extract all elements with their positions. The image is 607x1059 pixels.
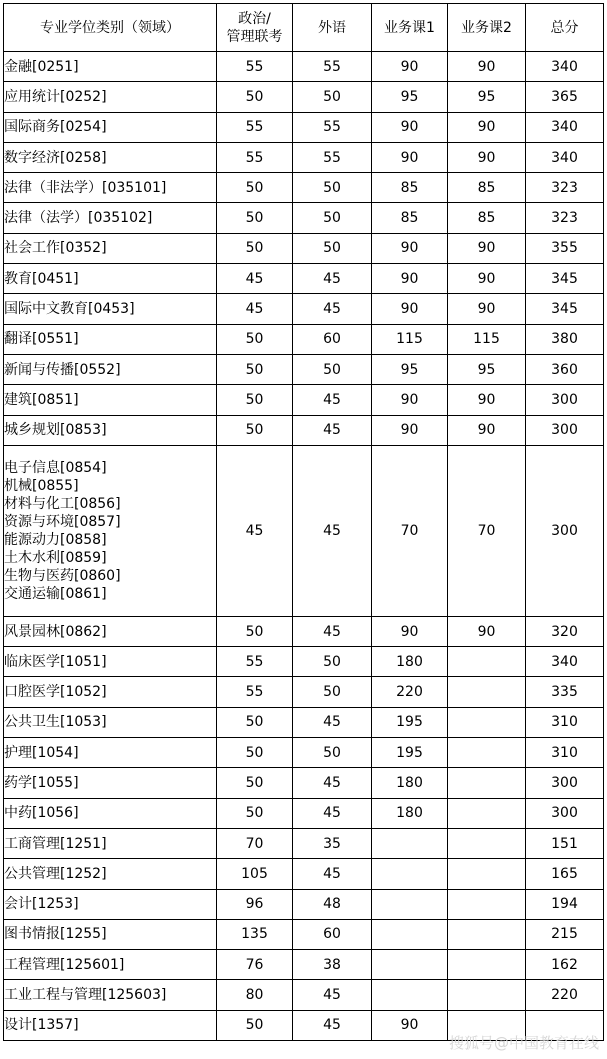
foreign-language-score-cell: 45: [293, 294, 372, 324]
category-cell: [4, 647, 217, 677]
foreign-language-score-cell: 45: [293, 798, 372, 828]
table-header-row: [4, 4, 604, 52]
course-1-score-cell: [372, 980, 448, 1010]
category-name: 城乡规划[0853]: [4, 422, 107, 439]
total-score-cell: 310: [526, 707, 604, 737]
total-score-cell: 365: [526, 82, 604, 112]
category-name: 资源与环境[0857]: [4, 513, 121, 530]
category-cell: [4, 859, 217, 889]
category-cell: [4, 142, 217, 172]
header-politics: [217, 4, 293, 52]
category-name: 机械[0855]: [4, 477, 79, 494]
total-score-cell: 300: [526, 415, 604, 445]
category-name: 数字经济[0258]: [4, 149, 107, 166]
foreign-language-score-cell: 45: [293, 264, 372, 294]
course-2-score-cell: 90: [448, 264, 526, 294]
foreign-language-score-cell: 45: [293, 415, 372, 445]
politics-score-cell: 70: [217, 828, 293, 858]
course-2-score-cell: 95: [448, 354, 526, 384]
category-name: 应用统计[0252]: [4, 88, 107, 105]
course-1-score-cell: [372, 950, 448, 980]
course-2-score-cell: 90: [448, 385, 526, 415]
total-score-cell: 340: [526, 112, 604, 142]
foreign-language-score-cell: 45: [293, 445, 372, 616]
total-score-cell: 162: [526, 950, 604, 980]
category-name: 设计[1357]: [4, 1017, 79, 1034]
foreign-language-score-cell: 45: [293, 768, 372, 798]
politics-score-cell: 50: [217, 707, 293, 737]
course-1-score-cell: 195: [372, 738, 448, 768]
category-name: 工业工程与管理[125603]: [4, 987, 167, 1004]
category-cell: [4, 768, 217, 798]
category-name: 生物与医药[0860]: [4, 567, 121, 584]
course-2-score-cell: 90: [448, 616, 526, 646]
category-name: 交通运输[0861]: [4, 585, 107, 602]
header-course-1: 业务课1: [372, 4, 448, 52]
table-row: [4, 173, 604, 203]
category-cell: [4, 889, 217, 919]
foreign-language-score-cell: 45: [293, 616, 372, 646]
table-row: [4, 52, 604, 82]
foreign-language-score-cell: 48: [293, 889, 372, 919]
course-1-score-cell: 85: [372, 203, 448, 233]
course-2-score-cell: [448, 647, 526, 677]
foreign-language-score-cell: 50: [293, 677, 372, 707]
category-name: 会计[1253]: [4, 896, 79, 913]
total-score-cell: 194: [526, 889, 604, 919]
total-score-cell: 310: [526, 738, 604, 768]
category-name: 翻译[0551]: [4, 331, 79, 348]
politics-score-cell: 50: [217, 738, 293, 768]
foreign-language-score-cell: 60: [293, 324, 372, 354]
course-2-score-cell: 90: [448, 294, 526, 324]
category-name: 教育[0451]: [4, 270, 79, 287]
course-2-score-cell: [448, 768, 526, 798]
category-name: 风景园林[0862]: [4, 623, 107, 640]
course-2-score-cell: [448, 798, 526, 828]
header-politics-line1: 政治/: [238, 10, 271, 27]
table-row: [4, 142, 604, 172]
course-1-score-cell: 95: [372, 82, 448, 112]
category-name: 工程管理[125601]: [4, 956, 125, 973]
foreign-language-score-cell: 50: [293, 173, 372, 203]
course-1-score-cell: [372, 859, 448, 889]
politics-score-cell: 76: [217, 950, 293, 980]
politics-score-cell: 55: [217, 647, 293, 677]
course-1-score-cell: 115: [372, 324, 448, 354]
table-row: [4, 112, 604, 142]
table-row: [4, 980, 604, 1010]
category-name: 材料与化工[0856]: [4, 495, 121, 512]
course-2-score-cell: [448, 919, 526, 949]
category-cell: [4, 324, 217, 354]
table-row: [4, 889, 604, 919]
course-1-score-cell: 90: [372, 294, 448, 324]
category-name: 法律（法学）[035102]: [4, 210, 153, 227]
course-2-score-cell: [448, 707, 526, 737]
total-score-cell: 335: [526, 677, 604, 707]
header-course-2: 业务课2: [448, 4, 526, 52]
course-1-score-cell: 90: [372, 264, 448, 294]
politics-score-cell: 96: [217, 889, 293, 919]
politics-score-cell: 50: [217, 82, 293, 112]
politics-score-cell: 50: [217, 798, 293, 828]
course-1-score-cell: 180: [372, 647, 448, 677]
politics-score-cell: 50: [217, 203, 293, 233]
politics-score-cell: 50: [217, 385, 293, 415]
category-cell: [4, 203, 217, 233]
course-1-score-cell: 220: [372, 677, 448, 707]
course-1-score-cell: [372, 919, 448, 949]
foreign-language-score-cell: 50: [293, 82, 372, 112]
category-cell: [4, 233, 217, 263]
header-total: 总分: [526, 4, 604, 52]
table-row: [4, 768, 604, 798]
table-row: [4, 828, 604, 858]
category-cell: [4, 52, 217, 82]
header-foreign-language: 外语: [293, 4, 372, 52]
category-name: 能源动力[0858]: [4, 531, 107, 548]
table-row: [4, 415, 604, 445]
table-row: [4, 264, 604, 294]
category-cell: [4, 173, 217, 203]
course-2-score-cell: [448, 950, 526, 980]
total-score-cell: 345: [526, 264, 604, 294]
total-score-cell: 300: [526, 445, 604, 616]
category-name: 图书情报[1255]: [4, 926, 107, 943]
foreign-language-score-cell: 60: [293, 919, 372, 949]
total-score-cell: 340: [526, 52, 604, 82]
course-2-score-cell: 90: [448, 112, 526, 142]
table-row: [4, 616, 604, 646]
category-name: 中药[1056]: [4, 805, 79, 822]
header-politics-line2: 管理联考: [226, 28, 283, 45]
category-cell: [4, 707, 217, 737]
foreign-language-score-cell: 45: [293, 707, 372, 737]
politics-score-cell: 50: [217, 1010, 293, 1040]
category-name: 工商管理[1251]: [4, 835, 107, 852]
table-row: [4, 738, 604, 768]
politics-score-cell: 50: [217, 616, 293, 646]
total-score-cell: 220: [526, 980, 604, 1010]
table-row: [4, 950, 604, 980]
category-cell: [4, 82, 217, 112]
total-score-cell: 300: [526, 768, 604, 798]
category-cell: [4, 415, 217, 445]
score-line-table: [3, 3, 604, 1041]
foreign-language-score-cell: 50: [293, 233, 372, 263]
category-cell: [4, 798, 217, 828]
category-name: 社会工作[0352]: [4, 240, 107, 257]
foreign-language-score-cell: 50: [293, 647, 372, 677]
total-score-cell: 345: [526, 294, 604, 324]
total-score-cell: 151: [526, 828, 604, 858]
total-score-cell: 340: [526, 647, 604, 677]
total-score-cell: 300: [526, 385, 604, 415]
politics-score-cell: 50: [217, 233, 293, 263]
table-row: [4, 203, 604, 233]
politics-score-cell: 50: [217, 768, 293, 798]
politics-score-cell: 50: [217, 173, 293, 203]
course-1-score-cell: 90: [372, 233, 448, 263]
category-name: 国际商务[0254]: [4, 119, 107, 136]
category-name: 口腔医学[1052]: [4, 684, 107, 701]
course-1-score-cell: 180: [372, 798, 448, 828]
table-row: [4, 445, 604, 616]
category-cell: [4, 385, 217, 415]
politics-score-cell: 50: [217, 415, 293, 445]
total-score-cell: 300: [526, 798, 604, 828]
table-row: [4, 324, 604, 354]
course-1-score-cell: 95: [372, 354, 448, 384]
total-score-cell: 323: [526, 203, 604, 233]
category-cell: [4, 616, 217, 646]
category-cell: [4, 1010, 217, 1040]
course-1-score-cell: 70: [372, 445, 448, 616]
politics-score-cell: 55: [217, 52, 293, 82]
foreign-language-score-cell: 45: [293, 980, 372, 1010]
course-1-score-cell: 90: [372, 616, 448, 646]
category-cell: [4, 980, 217, 1010]
course-1-score-cell: 90: [372, 52, 448, 82]
category-name: 护理[1054]: [4, 744, 79, 761]
course-1-score-cell: 85: [372, 173, 448, 203]
category-name: 临床医学[1051]: [4, 653, 107, 670]
course-2-score-cell: [448, 980, 526, 1010]
course-2-score-cell: 90: [448, 415, 526, 445]
category-name: 药学[1055]: [4, 774, 79, 791]
politics-score-cell: 45: [217, 294, 293, 324]
total-score-cell: 215: [526, 919, 604, 949]
foreign-language-score-cell: 50: [293, 203, 372, 233]
foreign-language-score-cell: 45: [293, 859, 372, 889]
foreign-language-score-cell: 50: [293, 738, 372, 768]
politics-score-cell: 135: [217, 919, 293, 949]
politics-score-cell: 45: [217, 445, 293, 616]
politics-score-cell: 50: [217, 354, 293, 384]
total-score-cell: 165: [526, 859, 604, 889]
header-category: 专业学位类别（领域）: [4, 4, 217, 52]
category-cell: [4, 112, 217, 142]
course-2-score-cell: 90: [448, 142, 526, 172]
politics-score-cell: 55: [217, 142, 293, 172]
category-cell: [4, 828, 217, 858]
course-2-score-cell: [448, 828, 526, 858]
course-2-score-cell: 85: [448, 203, 526, 233]
total-score-cell: 320: [526, 616, 604, 646]
foreign-language-score-cell: 45: [293, 1010, 372, 1040]
category-cell: [4, 445, 217, 616]
table-row: [4, 82, 604, 112]
foreign-language-score-cell: 55: [293, 112, 372, 142]
foreign-language-score-cell: 55: [293, 142, 372, 172]
total-score-cell: 360: [526, 354, 604, 384]
total-score-cell: 380: [526, 324, 604, 354]
course-2-score-cell: 90: [448, 233, 526, 263]
category-name: 电子信息[0854]: [4, 459, 107, 476]
course-2-score-cell: 85: [448, 173, 526, 203]
foreign-language-score-cell: 38: [293, 950, 372, 980]
category-name: 土木水利[0859]: [4, 549, 107, 566]
course-1-score-cell: 180: [372, 768, 448, 798]
course-1-score-cell: 90: [372, 1010, 448, 1040]
table-row: [4, 647, 604, 677]
course-1-score-cell: [372, 889, 448, 919]
category-name: 国际中文教育[0453]: [4, 301, 135, 318]
table-row: [4, 859, 604, 889]
foreign-language-score-cell: 50: [293, 354, 372, 384]
politics-score-cell: 45: [217, 264, 293, 294]
course-1-score-cell: [372, 828, 448, 858]
category-cell: [4, 919, 217, 949]
course-1-score-cell: 90: [372, 385, 448, 415]
table-row: [4, 677, 604, 707]
course-2-score-cell: [448, 889, 526, 919]
foreign-language-score-cell: 55: [293, 52, 372, 82]
total-score-cell: 355: [526, 233, 604, 263]
course-2-score-cell: 70: [448, 445, 526, 616]
category-cell: [4, 950, 217, 980]
category-cell: [4, 738, 217, 768]
course-1-score-cell: 90: [372, 415, 448, 445]
course-1-score-cell: 195: [372, 707, 448, 737]
politics-score-cell: 80: [217, 980, 293, 1010]
category-cell: [4, 354, 217, 384]
course-1-score-cell: 90: [372, 112, 448, 142]
category-name: 金融[0251]: [4, 58, 79, 75]
category-cell: [4, 677, 217, 707]
table-row: [4, 385, 604, 415]
course-2-score-cell: 115: [448, 324, 526, 354]
category-name: 法律（非法学）[035101]: [4, 179, 167, 196]
table-row: [4, 707, 604, 737]
category-name: 建筑[0851]: [4, 391, 79, 408]
politics-score-cell: 50: [217, 324, 293, 354]
course-2-score-cell: [448, 677, 526, 707]
table-body: [4, 52, 604, 1041]
politics-score-cell: 55: [217, 112, 293, 142]
table-row: [4, 798, 604, 828]
foreign-language-score-cell: 35: [293, 828, 372, 858]
politics-score-cell: 105: [217, 859, 293, 889]
course-2-score-cell: 90: [448, 52, 526, 82]
table-row: [4, 919, 604, 949]
category-name: 新闻与传播[0552]: [4, 361, 121, 378]
total-score-cell: 340: [526, 142, 604, 172]
course-2-score-cell: [448, 738, 526, 768]
course-1-score-cell: 90: [372, 142, 448, 172]
politics-score-cell: 55: [217, 677, 293, 707]
total-score-cell: 323: [526, 173, 604, 203]
table-row: [4, 354, 604, 384]
watermark: 搜狐号@中国教育在线: [448, 1034, 599, 1052]
table-row: [4, 294, 604, 324]
category-name: 公共管理[1252]: [4, 865, 107, 882]
foreign-language-score-cell: 45: [293, 385, 372, 415]
table-row: [4, 233, 604, 263]
category-name: 公共卫生[1053]: [4, 714, 107, 731]
category-cell: [4, 294, 217, 324]
category-cell: [4, 264, 217, 294]
course-2-score-cell: 95: [448, 82, 526, 112]
course-2-score-cell: [448, 859, 526, 889]
